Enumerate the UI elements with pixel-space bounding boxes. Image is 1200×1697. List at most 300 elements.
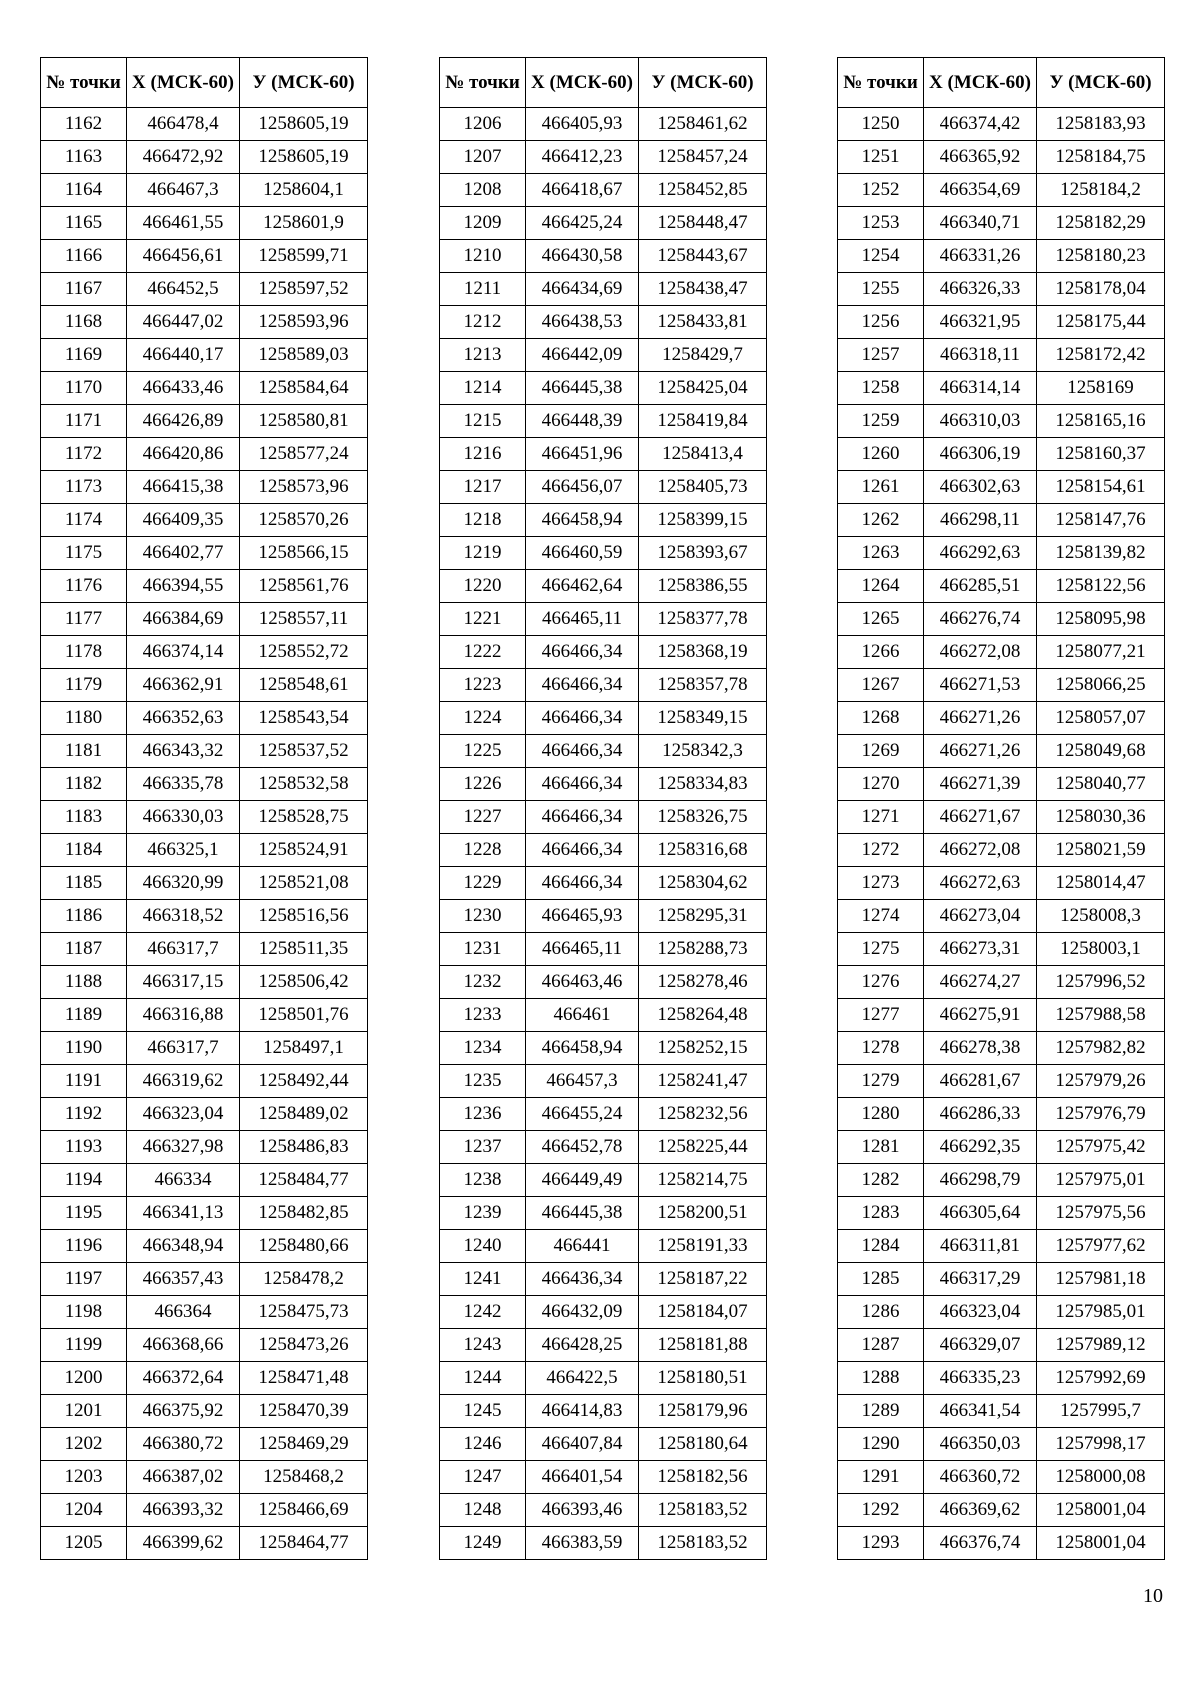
x-coordinate-cell: 466318,11 bbox=[924, 339, 1037, 372]
y-coordinate-cell: 1258008,3 bbox=[1037, 900, 1165, 933]
y-coordinate-cell: 1257995,7 bbox=[1037, 1395, 1165, 1428]
point-number-cell: 1236 bbox=[440, 1098, 526, 1131]
point-number-cell: 1283 bbox=[838, 1197, 924, 1230]
table-row bbox=[838, 669, 1165, 702]
point-number-cell: 1174 bbox=[41, 504, 127, 537]
y-coordinate-cell: 1258464,77 bbox=[240, 1527, 368, 1560]
y-coordinate-cell: 1258605,19 bbox=[240, 141, 368, 174]
x-coordinate-cell: 466448,39 bbox=[526, 405, 639, 438]
point-number-cell: 1248 bbox=[440, 1494, 526, 1527]
y-coordinate-cell: 1258040,77 bbox=[1037, 768, 1165, 801]
y-coordinate-cell: 1258252,15 bbox=[639, 1032, 767, 1065]
y-coordinate-cell: 1258548,61 bbox=[240, 669, 368, 702]
y-coordinate-cell: 1258232,56 bbox=[639, 1098, 767, 1131]
y-coordinate-cell: 1258278,46 bbox=[639, 966, 767, 999]
y-coordinate-cell: 1258413,4 bbox=[639, 438, 767, 471]
table-row bbox=[440, 867, 767, 900]
table-row bbox=[440, 636, 767, 669]
table-row bbox=[838, 867, 1165, 900]
table-row bbox=[41, 1395, 368, 1428]
x-coordinate-cell: 466362,91 bbox=[127, 669, 240, 702]
point-number-cell: 1234 bbox=[440, 1032, 526, 1065]
point-number-cell: 1237 bbox=[440, 1131, 526, 1164]
table-row bbox=[440, 1131, 767, 1164]
table-row bbox=[838, 1329, 1165, 1362]
table-row bbox=[838, 1395, 1165, 1428]
point-number-cell: 1186 bbox=[41, 900, 127, 933]
x-coordinate-cell: 466281,67 bbox=[924, 1065, 1037, 1098]
table-row bbox=[41, 636, 368, 669]
table-row bbox=[41, 768, 368, 801]
point-number-cell: 1194 bbox=[41, 1164, 127, 1197]
table-row bbox=[440, 207, 767, 240]
x-coordinate-cell: 466455,24 bbox=[526, 1098, 639, 1131]
y-coordinate-cell: 1258368,19 bbox=[639, 636, 767, 669]
y-coordinate-cell: 1258399,15 bbox=[639, 504, 767, 537]
point-number-cell: 1242 bbox=[440, 1296, 526, 1329]
table-row bbox=[440, 108, 767, 141]
point-number-cell: 1253 bbox=[838, 207, 924, 240]
y-coordinate-cell: 1258470,39 bbox=[240, 1395, 368, 1428]
x-coordinate-cell: 466302,63 bbox=[924, 471, 1037, 504]
y-coordinate-cell: 1258605,19 bbox=[240, 108, 368, 141]
table-row bbox=[440, 834, 767, 867]
y-coordinate-cell: 1258295,31 bbox=[639, 900, 767, 933]
y-coordinate-cell: 1258349,15 bbox=[639, 702, 767, 735]
x-coordinate-cell: 466330,03 bbox=[127, 801, 240, 834]
point-number-cell: 1266 bbox=[838, 636, 924, 669]
y-coordinate-cell: 1258182,56 bbox=[639, 1461, 767, 1494]
y-coordinate-cell: 1258393,67 bbox=[639, 537, 767, 570]
point-number-cell: 1172 bbox=[41, 438, 127, 471]
point-number-cell: 1230 bbox=[440, 900, 526, 933]
x-coordinate-cell: 466461 bbox=[526, 999, 639, 1032]
x-coordinate-cell: 466369,62 bbox=[924, 1494, 1037, 1527]
point-number-cell: 1198 bbox=[41, 1296, 127, 1329]
y-coordinate-cell: 1258599,71 bbox=[240, 240, 368, 273]
table-row bbox=[838, 834, 1165, 867]
point-number-cell: 1284 bbox=[838, 1230, 924, 1263]
point-number-cell: 1224 bbox=[440, 702, 526, 735]
point-number-cell: 1196 bbox=[41, 1230, 127, 1263]
point-number-cell: 1231 bbox=[440, 933, 526, 966]
y-coordinate-cell: 1258604,1 bbox=[240, 174, 368, 207]
x-coordinate-cell: 466316,88 bbox=[127, 999, 240, 1032]
x-coordinate-cell: 466418,67 bbox=[526, 174, 639, 207]
y-coordinate-cell: 1258066,25 bbox=[1037, 669, 1165, 702]
x-coordinate-cell: 466375,92 bbox=[127, 1395, 240, 1428]
table-row bbox=[440, 1296, 767, 1329]
point-number-cell: 1182 bbox=[41, 768, 127, 801]
table-row bbox=[838, 438, 1165, 471]
y-coordinate-cell: 1258584,64 bbox=[240, 372, 368, 405]
x-coordinate-cell: 466376,74 bbox=[924, 1527, 1037, 1560]
x-coordinate-cell: 466387,02 bbox=[127, 1461, 240, 1494]
y-coordinate-cell: 1258377,78 bbox=[639, 603, 767, 636]
y-coordinate-cell: 1258175,44 bbox=[1037, 306, 1165, 339]
table-row bbox=[440, 174, 767, 207]
table-row bbox=[41, 1164, 368, 1197]
table-row bbox=[838, 999, 1165, 1032]
x-coordinate-cell: 466460,59 bbox=[526, 537, 639, 570]
point-number-cell: 1281 bbox=[838, 1131, 924, 1164]
y-coordinate-cell: 1258466,69 bbox=[240, 1494, 368, 1527]
y-coordinate-cell: 1257989,12 bbox=[1037, 1329, 1165, 1362]
table-row bbox=[838, 174, 1165, 207]
y-coordinate-cell: 1258021,59 bbox=[1037, 834, 1165, 867]
x-coordinate-cell: 466433,46 bbox=[127, 372, 240, 405]
table-row bbox=[41, 999, 368, 1032]
point-number-cell: 1185 bbox=[41, 867, 127, 900]
x-coordinate-cell: 466276,74 bbox=[924, 603, 1037, 636]
x-coordinate-cell: 466412,23 bbox=[526, 141, 639, 174]
x-coordinate-cell: 466415,38 bbox=[127, 471, 240, 504]
table-row bbox=[41, 1329, 368, 1362]
point-number-cell: 1180 bbox=[41, 702, 127, 735]
point-number-cell: 1220 bbox=[440, 570, 526, 603]
y-coordinate-cell: 1258475,73 bbox=[240, 1296, 368, 1329]
x-coordinate-cell: 466472,92 bbox=[127, 141, 240, 174]
point-number-cell: 1245 bbox=[440, 1395, 526, 1428]
point-number-cell: 1190 bbox=[41, 1032, 127, 1065]
x-coordinate-cell: 466394,55 bbox=[127, 570, 240, 603]
x-coordinate-cell: 466380,72 bbox=[127, 1428, 240, 1461]
x-coordinate-cell: 466317,15 bbox=[127, 966, 240, 999]
coordinates-table-1 bbox=[40, 57, 368, 1560]
y-coordinate-cell: 1258191,33 bbox=[639, 1230, 767, 1263]
point-number-cell: 1204 bbox=[41, 1494, 127, 1527]
table-row bbox=[41, 339, 368, 372]
x-coordinate-cell: 466343,32 bbox=[127, 735, 240, 768]
point-number-cell: 1199 bbox=[41, 1329, 127, 1362]
y-coordinate-cell: 1258452,85 bbox=[639, 174, 767, 207]
y-coordinate-cell: 1257975,42 bbox=[1037, 1131, 1165, 1164]
table-row bbox=[41, 966, 368, 999]
point-number-cell: 1249 bbox=[440, 1527, 526, 1560]
point-number-cell: 1207 bbox=[440, 141, 526, 174]
table-row bbox=[440, 1197, 767, 1230]
y-coordinate-cell: 1258484,77 bbox=[240, 1164, 368, 1197]
table-row bbox=[41, 306, 368, 339]
point-number-cell: 1170 bbox=[41, 372, 127, 405]
x-coordinate-cell: 466456,61 bbox=[127, 240, 240, 273]
y-coordinate-cell: 1258511,35 bbox=[240, 933, 368, 966]
point-number-cell: 1184 bbox=[41, 834, 127, 867]
table-row bbox=[838, 1032, 1165, 1065]
point-number-cell: 1171 bbox=[41, 405, 127, 438]
y-coordinate-cell: 1258573,96 bbox=[240, 471, 368, 504]
table-row bbox=[41, 1131, 368, 1164]
y-coordinate-cell: 1258543,54 bbox=[240, 702, 368, 735]
point-number-cell: 1239 bbox=[440, 1197, 526, 1230]
x-coordinate-cell: 466451,96 bbox=[526, 438, 639, 471]
coordinates-table-2 bbox=[439, 57, 767, 1560]
y-coordinate-cell: 1257985,01 bbox=[1037, 1296, 1165, 1329]
y-coordinate-cell: 1258489,02 bbox=[240, 1098, 368, 1131]
table-row bbox=[41, 1362, 368, 1395]
y-coordinate-cell: 1258473,26 bbox=[240, 1329, 368, 1362]
y-coordinate-cell: 1258570,26 bbox=[240, 504, 368, 537]
point-number-cell: 1225 bbox=[440, 735, 526, 768]
x-coordinate-cell: 466458,94 bbox=[526, 504, 639, 537]
point-number-cell: 1273 bbox=[838, 867, 924, 900]
x-coordinate-cell: 466341,13 bbox=[127, 1197, 240, 1230]
x-coordinate-cell: 466271,39 bbox=[924, 768, 1037, 801]
x-coordinate-cell: 466466,34 bbox=[526, 834, 639, 867]
y-coordinate-cell: 1258225,44 bbox=[639, 1131, 767, 1164]
point-number-cell: 1169 bbox=[41, 339, 127, 372]
point-number-cell: 1240 bbox=[440, 1230, 526, 1263]
table-row bbox=[440, 1098, 767, 1131]
point-number-cell: 1195 bbox=[41, 1197, 127, 1230]
y-coordinate-cell: 1258524,91 bbox=[240, 834, 368, 867]
x-coordinate-cell: 466445,38 bbox=[526, 1197, 639, 1230]
table-row bbox=[41, 372, 368, 405]
x-coordinate-cell: 466340,71 bbox=[924, 207, 1037, 240]
table-row bbox=[440, 966, 767, 999]
table-row bbox=[440, 801, 767, 834]
y-coordinate-cell: 1258532,58 bbox=[240, 768, 368, 801]
y-coordinate-cell: 1258561,76 bbox=[240, 570, 368, 603]
point-number-cell: 1261 bbox=[838, 471, 924, 504]
y-coordinate-cell: 1258172,42 bbox=[1037, 339, 1165, 372]
x-coordinate-cell: 466466,34 bbox=[526, 702, 639, 735]
point-number-cell: 1280 bbox=[838, 1098, 924, 1131]
x-coordinate-cell: 466422,5 bbox=[526, 1362, 639, 1395]
table-row bbox=[41, 1032, 368, 1065]
point-number-cell: 1211 bbox=[440, 273, 526, 306]
table-row bbox=[41, 471, 368, 504]
y-coordinate-cell: 1258187,22 bbox=[639, 1263, 767, 1296]
table-row bbox=[838, 306, 1165, 339]
table-row bbox=[440, 1065, 767, 1098]
table-row bbox=[838, 1065, 1165, 1098]
x-coordinate-cell: 466341,54 bbox=[924, 1395, 1037, 1428]
table-row bbox=[838, 801, 1165, 834]
x-coordinate-cell: 466327,98 bbox=[127, 1131, 240, 1164]
point-number-cell: 1216 bbox=[440, 438, 526, 471]
y-coordinate-cell: 1258154,61 bbox=[1037, 471, 1165, 504]
table-row bbox=[41, 603, 368, 636]
y-coordinate-cell: 1258425,04 bbox=[639, 372, 767, 405]
table-row bbox=[440, 1329, 767, 1362]
point-number-cell: 1202 bbox=[41, 1428, 127, 1461]
table-row bbox=[41, 108, 368, 141]
table-row bbox=[440, 570, 767, 603]
y-coordinate-cell: 1258288,73 bbox=[639, 933, 767, 966]
table-row bbox=[838, 471, 1165, 504]
table-row bbox=[440, 1461, 767, 1494]
table-row bbox=[41, 1494, 368, 1527]
y-coordinate-cell: 1258184,07 bbox=[639, 1296, 767, 1329]
y-coordinate-cell: 1258179,96 bbox=[639, 1395, 767, 1428]
y-coordinate-cell: 1258180,51 bbox=[639, 1362, 767, 1395]
point-number-cell: 1267 bbox=[838, 669, 924, 702]
x-coordinate-cell: 466430,58 bbox=[526, 240, 639, 273]
x-coordinate-cell: 466352,63 bbox=[127, 702, 240, 735]
table-row bbox=[41, 1098, 368, 1131]
x-coordinate-cell: 466317,7 bbox=[127, 1032, 240, 1065]
y-coordinate-cell: 1258165,16 bbox=[1037, 405, 1165, 438]
point-number-cell: 1254 bbox=[838, 240, 924, 273]
table-row bbox=[440, 1362, 767, 1395]
table-row bbox=[41, 405, 368, 438]
y-coordinate-cell: 1257977,62 bbox=[1037, 1230, 1165, 1263]
table-row bbox=[838, 1527, 1165, 1560]
point-number-cell: 1235 bbox=[440, 1065, 526, 1098]
table-row bbox=[41, 1263, 368, 1296]
table-row bbox=[41, 1230, 368, 1263]
x-coordinate-cell: 466318,52 bbox=[127, 900, 240, 933]
point-number-cell: 1290 bbox=[838, 1428, 924, 1461]
point-number-cell: 1256 bbox=[838, 306, 924, 339]
x-coordinate-cell: 466461,55 bbox=[127, 207, 240, 240]
point-number-cell: 1206 bbox=[440, 108, 526, 141]
x-coordinate-cell: 466434,69 bbox=[526, 273, 639, 306]
table-row bbox=[440, 339, 767, 372]
table-row bbox=[838, 570, 1165, 603]
y-coordinate-cell: 1258480,66 bbox=[240, 1230, 368, 1263]
point-number-cell: 1173 bbox=[41, 471, 127, 504]
x-coordinate-cell: 466278,38 bbox=[924, 1032, 1037, 1065]
header-point-number: № точки bbox=[838, 58, 924, 108]
y-coordinate-cell: 1257992,69 bbox=[1037, 1362, 1165, 1395]
x-coordinate-cell: 466441 bbox=[526, 1230, 639, 1263]
table-row bbox=[440, 1395, 767, 1428]
table-row bbox=[41, 438, 368, 471]
y-coordinate-cell: 1258181,88 bbox=[639, 1329, 767, 1362]
point-number-cell: 1276 bbox=[838, 966, 924, 999]
point-number-cell: 1201 bbox=[41, 1395, 127, 1428]
table-row bbox=[838, 1164, 1165, 1197]
point-number-cell: 1268 bbox=[838, 702, 924, 735]
table-row bbox=[41, 1296, 368, 1329]
y-coordinate-cell: 1258469,29 bbox=[240, 1428, 368, 1461]
point-number-cell: 1168 bbox=[41, 306, 127, 339]
y-coordinate-cell: 1258183,52 bbox=[639, 1527, 767, 1560]
x-coordinate-cell: 466314,14 bbox=[924, 372, 1037, 405]
table-row bbox=[838, 1362, 1165, 1395]
y-coordinate-cell: 1258003,1 bbox=[1037, 933, 1165, 966]
point-number-cell: 1259 bbox=[838, 405, 924, 438]
point-number-cell: 1167 bbox=[41, 273, 127, 306]
table-row bbox=[838, 240, 1165, 273]
point-number-cell: 1244 bbox=[440, 1362, 526, 1395]
x-coordinate-cell: 466458,94 bbox=[526, 1032, 639, 1065]
point-number-cell: 1270 bbox=[838, 768, 924, 801]
y-coordinate-cell: 1258139,82 bbox=[1037, 537, 1165, 570]
y-coordinate-cell: 1258468,2 bbox=[240, 1461, 368, 1494]
y-coordinate-cell: 1258316,68 bbox=[639, 834, 767, 867]
x-coordinate-cell: 466442,09 bbox=[526, 339, 639, 372]
table-row bbox=[440, 933, 767, 966]
x-coordinate-cell: 466357,43 bbox=[127, 1263, 240, 1296]
point-number-cell: 1287 bbox=[838, 1329, 924, 1362]
x-coordinate-cell: 466285,51 bbox=[924, 570, 1037, 603]
table-row bbox=[41, 141, 368, 174]
point-number-cell: 1200 bbox=[41, 1362, 127, 1395]
y-coordinate-cell: 1258334,83 bbox=[639, 768, 767, 801]
y-coordinate-cell: 1258122,56 bbox=[1037, 570, 1165, 603]
y-coordinate-cell: 1258492,44 bbox=[240, 1065, 368, 1098]
x-coordinate-cell: 466407,84 bbox=[526, 1428, 639, 1461]
x-coordinate-cell: 466438,53 bbox=[526, 306, 639, 339]
point-number-cell: 1246 bbox=[440, 1428, 526, 1461]
x-coordinate-cell: 466462,64 bbox=[526, 570, 639, 603]
table-row bbox=[440, 438, 767, 471]
point-number-cell: 1214 bbox=[440, 372, 526, 405]
table-row bbox=[41, 537, 368, 570]
point-number-cell: 1203 bbox=[41, 1461, 127, 1494]
point-number-cell: 1293 bbox=[838, 1527, 924, 1560]
x-coordinate-cell: 466374,42 bbox=[924, 108, 1037, 141]
point-number-cell: 1260 bbox=[838, 438, 924, 471]
y-coordinate-cell: 1258001,04 bbox=[1037, 1494, 1165, 1527]
table-row bbox=[41, 867, 368, 900]
x-coordinate-cell: 466456,07 bbox=[526, 471, 639, 504]
y-coordinate-cell: 1258014,47 bbox=[1037, 867, 1165, 900]
table-row bbox=[838, 1197, 1165, 1230]
point-number-cell: 1209 bbox=[440, 207, 526, 240]
x-coordinate-cell: 466273,04 bbox=[924, 900, 1037, 933]
y-coordinate-cell: 1258448,47 bbox=[639, 207, 767, 240]
point-number-cell: 1255 bbox=[838, 273, 924, 306]
table-row bbox=[440, 1428, 767, 1461]
x-coordinate-cell: 466360,72 bbox=[924, 1461, 1037, 1494]
point-number-cell: 1217 bbox=[440, 471, 526, 504]
table-row bbox=[838, 1296, 1165, 1329]
table-row bbox=[838, 768, 1165, 801]
x-coordinate-cell: 466323,04 bbox=[924, 1296, 1037, 1329]
table-row bbox=[440, 504, 767, 537]
table-row bbox=[41, 504, 368, 537]
y-coordinate-cell: 1258419,84 bbox=[639, 405, 767, 438]
table-row bbox=[838, 405, 1165, 438]
page-number: 10 bbox=[1143, 1585, 1163, 1607]
x-coordinate-cell: 466320,99 bbox=[127, 867, 240, 900]
x-coordinate-cell: 466445,38 bbox=[526, 372, 639, 405]
table-row bbox=[440, 669, 767, 702]
y-coordinate-cell: 1257988,58 bbox=[1037, 999, 1165, 1032]
x-coordinate-cell: 466326,33 bbox=[924, 273, 1037, 306]
table-row bbox=[41, 702, 368, 735]
point-number-cell: 1279 bbox=[838, 1065, 924, 1098]
x-coordinate-cell: 466292,35 bbox=[924, 1131, 1037, 1164]
table-row bbox=[41, 1428, 368, 1461]
point-number-cell: 1162 bbox=[41, 108, 127, 141]
point-number-cell: 1187 bbox=[41, 933, 127, 966]
table-row bbox=[41, 900, 368, 933]
point-number-cell: 1183 bbox=[41, 801, 127, 834]
table-row bbox=[41, 570, 368, 603]
x-coordinate-cell: 466466,34 bbox=[526, 669, 639, 702]
point-number-cell: 1179 bbox=[41, 669, 127, 702]
x-coordinate-cell: 466405,93 bbox=[526, 108, 639, 141]
x-coordinate-cell: 466466,34 bbox=[526, 801, 639, 834]
y-coordinate-cell: 1258429,7 bbox=[639, 339, 767, 372]
x-coordinate-cell: 466350,03 bbox=[924, 1428, 1037, 1461]
y-coordinate-cell: 1258601,9 bbox=[240, 207, 368, 240]
table-row bbox=[440, 1263, 767, 1296]
point-number-cell: 1257 bbox=[838, 339, 924, 372]
point-number-cell: 1226 bbox=[440, 768, 526, 801]
point-number-cell: 1238 bbox=[440, 1164, 526, 1197]
table-row bbox=[41, 933, 368, 966]
y-coordinate-cell: 1258326,75 bbox=[639, 801, 767, 834]
x-coordinate-cell: 466466,34 bbox=[526, 735, 639, 768]
point-number-cell: 1265 bbox=[838, 603, 924, 636]
y-coordinate-cell: 1258178,04 bbox=[1037, 273, 1165, 306]
